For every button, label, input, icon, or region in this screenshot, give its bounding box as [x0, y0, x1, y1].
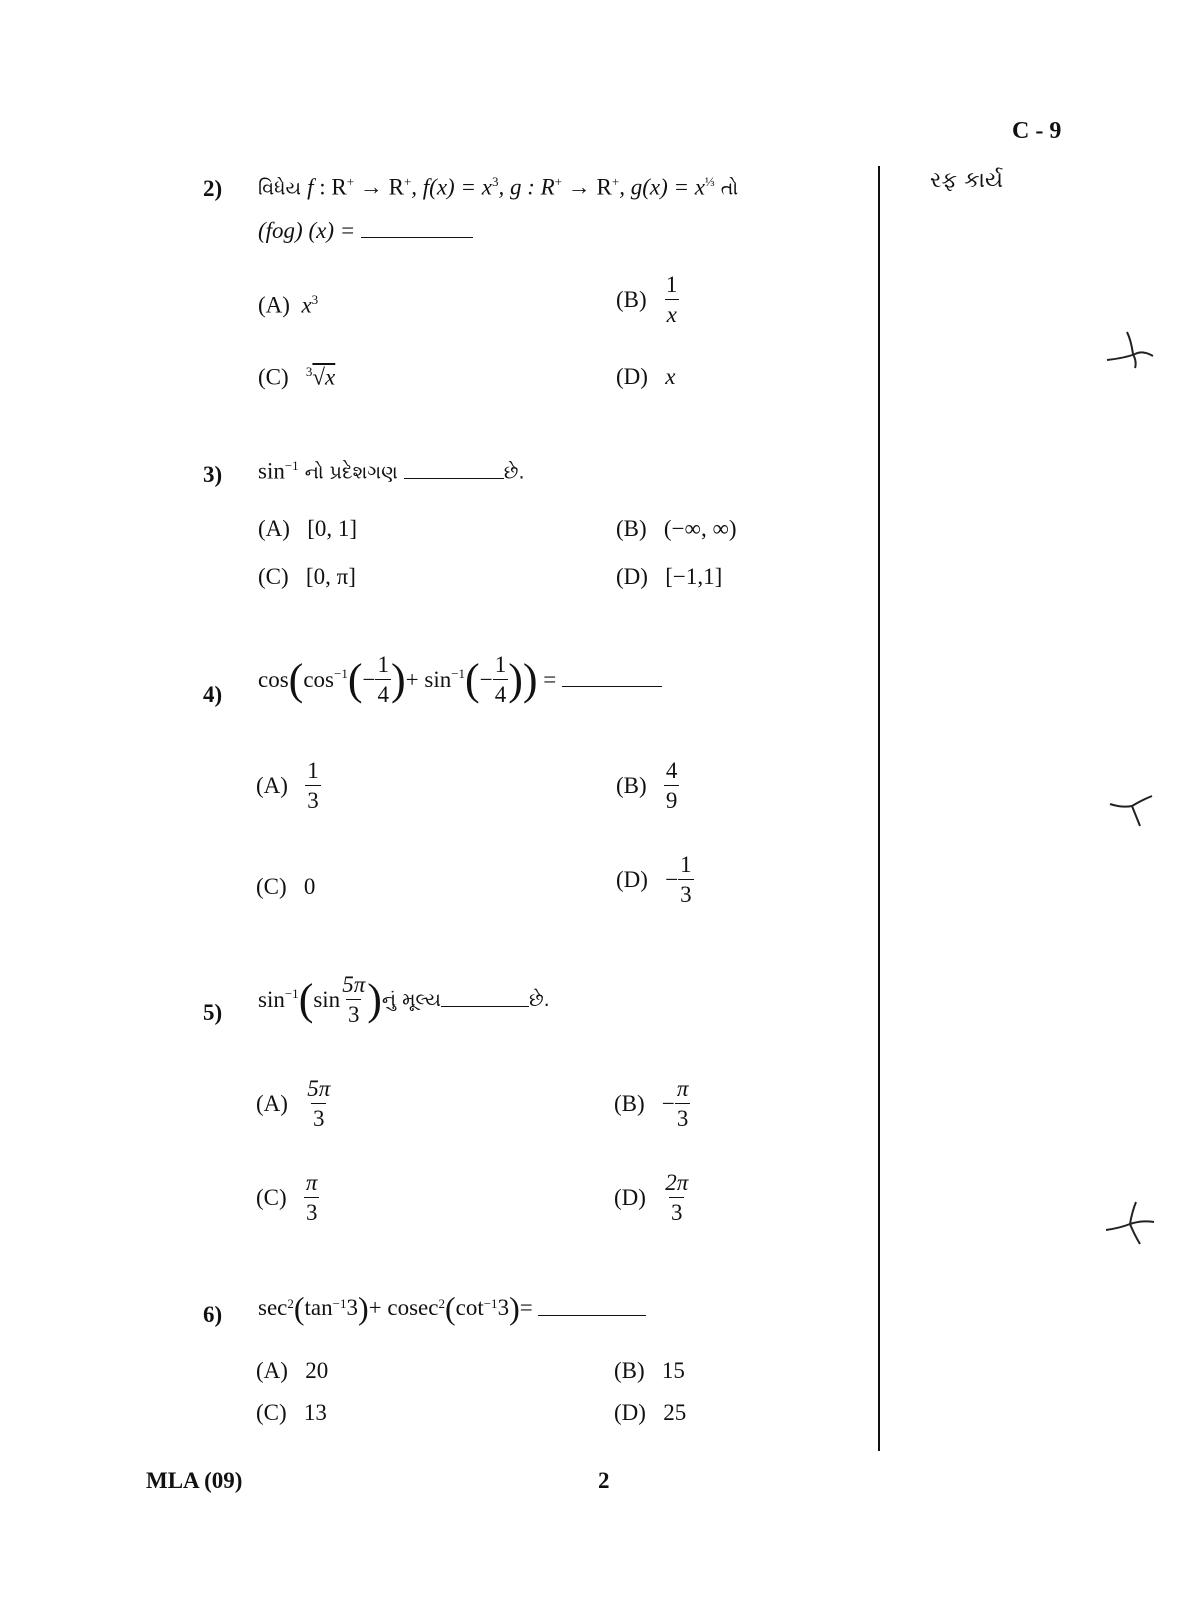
- answer-blank: [562, 686, 662, 687]
- question-5-expression: sin $^{-1}$ ( sin $\frac{5\pi}{3}$ ) નું મૂલ્ય છે.: [258, 972, 550, 1028]
- q2-g: , g : R: [498, 174, 555, 200]
- scan-mark-1: [1105, 330, 1155, 370]
- answer-blank: [361, 237, 473, 238]
- question-5-number: 5): [203, 1000, 223, 1025]
- q3-option-c[interactable]: (C) [0, π]: [258, 564, 356, 589]
- q2-option-d[interactable]: (D) x: [616, 364, 676, 389]
- q2-gx-exp: ⅓: [704, 174, 715, 189]
- q3-option-b[interactable]: (B) (−∞, ∞): [616, 516, 737, 541]
- question-2-text: વિધેય f : R+ → R+, $f(x) = x^3$, g : R+ → R+, $g(x) = x^{\frac{1}{3}}$ તો: [258, 174, 739, 200]
- question-4-number: 4): [203, 682, 223, 707]
- q2-option-b[interactable]: (B) $\frac{1}{x}$: [616, 272, 678, 328]
- footer-code: MLA (09): [146, 1468, 243, 1493]
- q2-option-c[interactable]: (C) $^3$√x: [258, 364, 336, 390]
- q4-option-c[interactable]: (C) 0: [256, 874, 316, 899]
- q5-option-c[interactable]: (C) $\frac{\pi}{3}$: [256, 1170, 318, 1226]
- question-3-number: 3): [203, 462, 223, 487]
- question-4-expression: cos ( cos $^{-1}$ ( − $\frac{1}{4}$ ) + sin $^{-1}$ ( − $\frac{1}{4}$ ) ) =: [258, 652, 662, 708]
- q2-fx: , f(x) = x: [411, 174, 492, 200]
- scan-mark-2: [1108, 790, 1154, 830]
- q6-option-a[interactable]: (A) 20: [256, 1358, 329, 1383]
- q5-option-b[interactable]: (B) − $\frac{\pi}{3}$: [614, 1076, 689, 1132]
- answer-blank: [441, 1006, 529, 1007]
- q4-option-a[interactable]: (A) $\frac{1}{3}$: [256, 758, 319, 814]
- q2-option-a[interactable]: (A) $x^3$: [258, 292, 319, 318]
- page-code: C - 9: [1012, 118, 1062, 144]
- q6-option-b[interactable]: (B) 15: [614, 1358, 685, 1383]
- scan-mark-3: [1104, 1200, 1156, 1246]
- question-2-line2: (fog) (x) =: [258, 218, 473, 244]
- page-number: 2: [598, 1468, 610, 1493]
- q4-option-b[interactable]: (B) $\frac{4}{9}$: [616, 758, 678, 814]
- rough-work-label: રફ કાર્ય: [930, 168, 1004, 193]
- answer-blank: [404, 478, 504, 479]
- q2-suffix: તો: [714, 177, 739, 200]
- column-divider: [878, 166, 880, 1451]
- q6-option-d[interactable]: (D) 25: [614, 1400, 687, 1425]
- q2-arrow1: → R: [354, 174, 404, 200]
- question-2-number: 2): [203, 176, 223, 201]
- q2-f: f: [307, 174, 314, 200]
- q5-option-d[interactable]: (D) $\frac{2\pi}{3}$: [614, 1170, 689, 1226]
- q5-option-a[interactable]: (A) $\frac{5\pi}{3}$: [256, 1076, 331, 1132]
- q4-option-d[interactable]: (D) − $\frac{1}{3}$: [616, 852, 692, 908]
- q2-map1: : R: [313, 174, 347, 200]
- q3-option-d[interactable]: (D) [−1,1]: [616, 564, 723, 589]
- q3-option-a[interactable]: (A) [0, 1]: [258, 516, 358, 541]
- q2-arrow2: → R: [562, 174, 612, 200]
- q6-option-c[interactable]: (C) 13: [256, 1400, 327, 1425]
- question-6-expression: sec 2 ( tan −1 3 ) + cosec 2 ( cot −1 3 ) =: [258, 1292, 646, 1324]
- question-3-text: $\sin^{-1}$ નો પ્રદેશગણ છે.: [258, 458, 525, 484]
- q2-prefix: વિધેય: [258, 177, 308, 200]
- q2-gx: , g(x) = x: [619, 174, 705, 200]
- question-6-number: 6): [203, 1302, 223, 1327]
- answer-blank: [538, 1315, 646, 1316]
